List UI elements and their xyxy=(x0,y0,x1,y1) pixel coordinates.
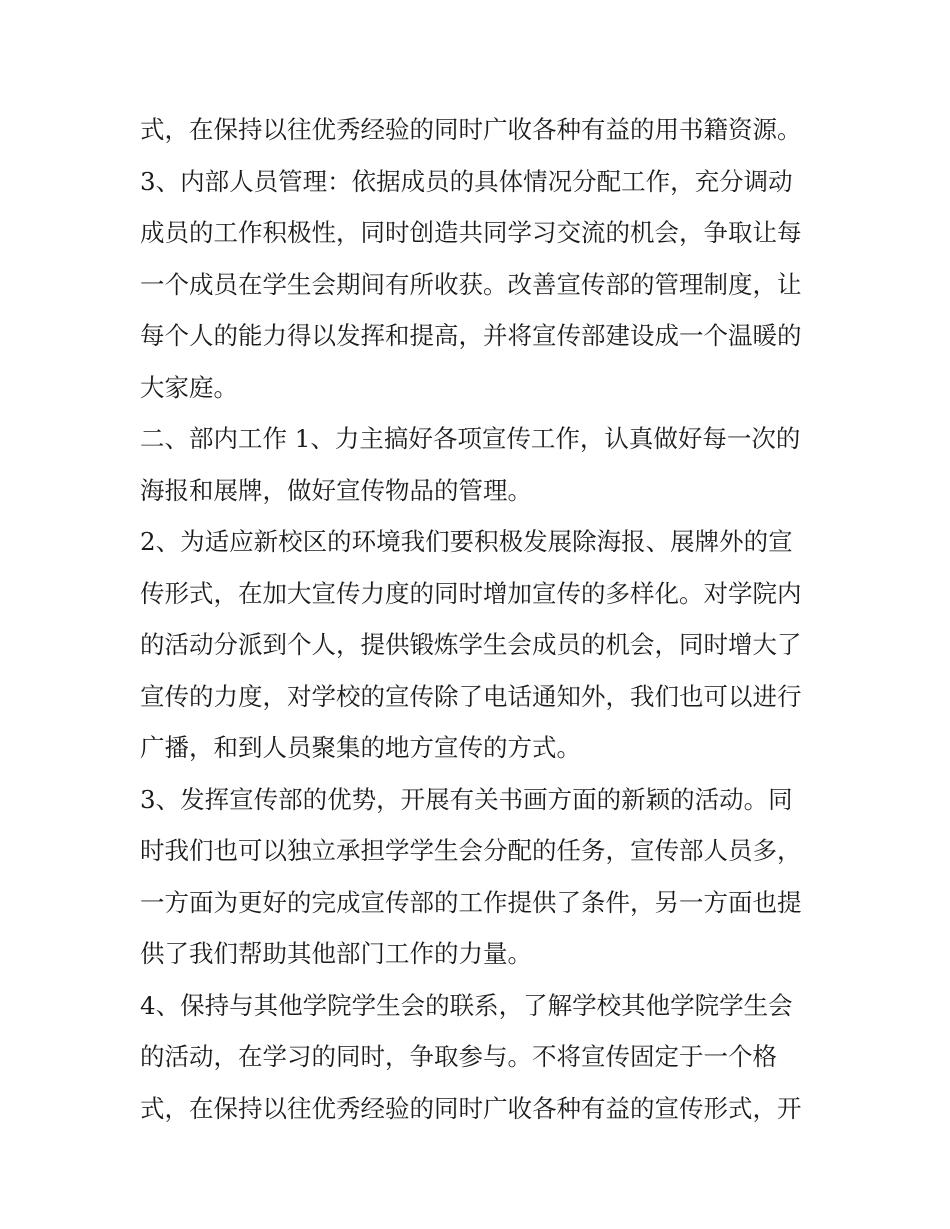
text-line: 海报和展牌，做好宣传物品的管理。 xyxy=(140,475,532,505)
body-text xyxy=(140,104,820,1134)
text-line: 一方面为更好的完成宣传部的工作提供了条件，另一方面也提 xyxy=(140,887,802,917)
text-line: 3、内部人员管理：依据成员的具体情况分配工作，充分调动 xyxy=(140,166,793,196)
text-line: 成员的工作积极性，同时创造共同学习交流的机会，争取让每 xyxy=(140,218,802,247)
text-line: 每个人的能力得以发挥和提高，并将宣传部建设成一个温暖的 xyxy=(140,321,802,350)
text-line: 3、发挥宣传部的优势，开展有关书画方面的新颖的活动。同 xyxy=(140,784,793,814)
text-line: 宣传的力度，对学校的宣传除了电话通知外，我们也可以进行 xyxy=(140,681,802,711)
text-line: 式，在保持以往优秀经验的同时广收各种有益的宣传形式，开 xyxy=(140,1093,802,1123)
text-line: 的活动分派到个人，提供锻炼学生会成员的机会，同时增大了 xyxy=(140,630,802,659)
text-line: 4、保持与其他学院学生会的联系，了解学校其他学院学生会 xyxy=(140,990,793,1020)
text-line: 一个成员在学生会期间有所收获。改善宣传部的管理制度，让 xyxy=(140,269,802,299)
text-line: 的活动，在学习的同时，争取参与。不将宣传固定于一个格 xyxy=(140,1042,777,1071)
text-line: 广播，和到人员聚集的地方宣传的方式。 xyxy=(140,733,581,762)
text-line: 二、部内工作 1、力主搞好各项宣传工作，认真做好每一次的 xyxy=(140,424,801,453)
text-line: 大家庭。 xyxy=(140,372,238,402)
text-line: 供了我们帮助其他部门工作的力量。 xyxy=(140,939,532,968)
text-line: 2、为适应新校区的环境我们要积极发展除海报、展牌外的宣 xyxy=(140,527,793,556)
text-line: 传形式，在加大宣传力度的同时增加宣传的多样化。对学院内 xyxy=(140,578,802,608)
text-line: 式，在保持以往优秀经验的同时广收各种有益的用书籍资源。 xyxy=(140,115,802,144)
text-line: 时我们也可以独立承担学学生会分配的任务，宣传部人员多， xyxy=(140,836,802,865)
